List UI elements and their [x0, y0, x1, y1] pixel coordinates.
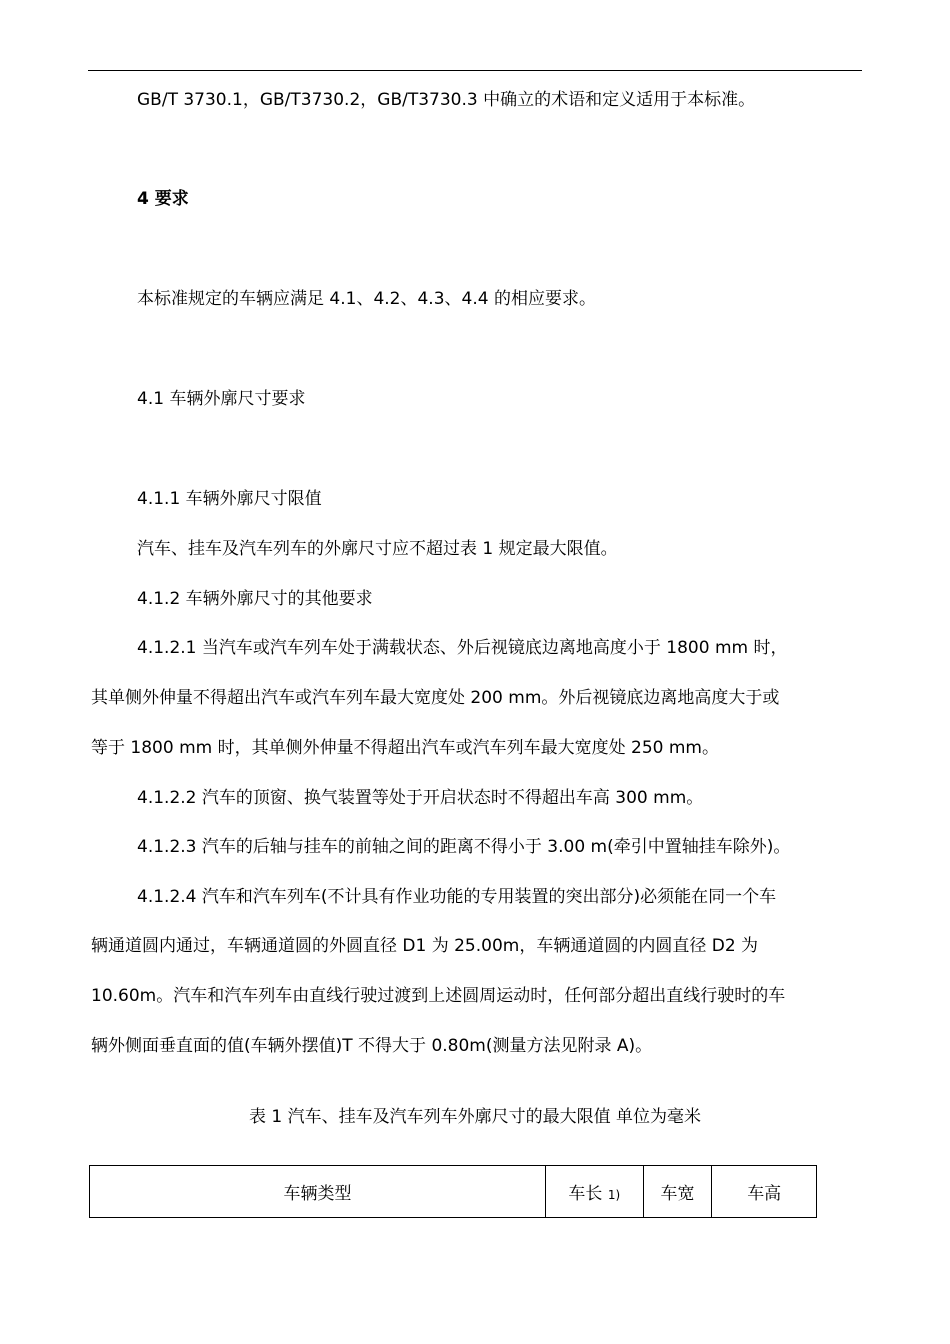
clause-4-1-2-4-line-1: 4.1.2.4 汽车和汽车列车(不计具有作业功能的专用装置的突出部分)必须能在同一个车: [137, 887, 777, 907]
clause-4-1-2-4-line-3: 10.60m。汽车和汽车列车由直线行驶过渡到上述圆周运动时，任何部分超出直线行驶时的车: [91, 986, 786, 1006]
header-width: 车宽: [643, 1166, 712, 1218]
header-rule: [88, 70, 862, 71]
header-length-note: 1): [607, 1188, 621, 1202]
header-length: [545, 1166, 643, 1218]
header-length-label: 车长: [568, 1184, 603, 1204]
table-1: [89, 1165, 817, 1218]
section-4-heading: 4 要求: [137, 189, 189, 209]
clause-4-1-2-1-line-2: 其单侧外伸量不得超出汽车或汽车列车最大宽度处 200 mm。外后视镜底边离地高度大于或: [91, 688, 780, 708]
clause-4-1-2-1-line-1: 4.1.2.1 当汽车或汽车列车处于满载状态、外后视镜底边离地高度小于 1800 mm 时，: [137, 638, 788, 658]
clause-4-1-2-2: 4.1.2.2 汽车的顶窗、换气装置等处于开启状态时不得超出车高 300 mm。: [137, 788, 704, 808]
section-4-1-2-heading: 4.1.2 车辆外廓尺寸的其他要求: [137, 589, 373, 609]
header-height: 车高: [712, 1166, 817, 1218]
table-1-caption: 表 1 汽车、挂车及汽车列车外廓尺寸的最大限值 单位为毫米: [248, 1107, 702, 1127]
table-header-row: [90, 1166, 817, 1218]
clause-4-1-2-4-line-4: 辆外侧面垂直面的值(车辆外摆值)T 不得大于 0.80m(测量方法见附录 A)。: [91, 1036, 653, 1056]
clause-4-1-2-3: 4.1.2.3 汽车的后轴与挂车的前轴之间的距离不得小于 3.00 m(牵引中置轴挂车除外)。: [137, 837, 791, 857]
terms-paragraph: GB/T 3730.1，GB/T3730.2，GB/T3730.3 中确立的术语和定义适用于本标准。: [137, 90, 756, 110]
section-4-1-1-paragraph: 汽车、挂车及汽车列车的外廓尺寸应不超过表 1 规定最大限值。: [137, 539, 618, 559]
clause-4-1-2-4-line-2: 辆通道圆内通过，车辆通道圆的外圆直径 D1 为 25.00m，车辆通道圆的内圆直径 D2 为: [91, 936, 759, 956]
clause-4-1-2-1-line-3: 等于 1800 mm 时，其单侧外伸量不得超出汽车或汽车列车最大宽度处 250 mm。: [91, 738, 719, 758]
section-4-1-1-heading: 4.1.1 车辆外廓尺寸限值: [137, 489, 322, 509]
header-vehicle-type: 车辆类型: [90, 1166, 546, 1218]
section-4-paragraph: 本标准规定的车辆应满足 4.1、4.2、4.3、4.4 的相应要求。: [137, 289, 596, 309]
section-4-1-heading: 4.1 车辆外廓尺寸要求: [137, 389, 306, 409]
